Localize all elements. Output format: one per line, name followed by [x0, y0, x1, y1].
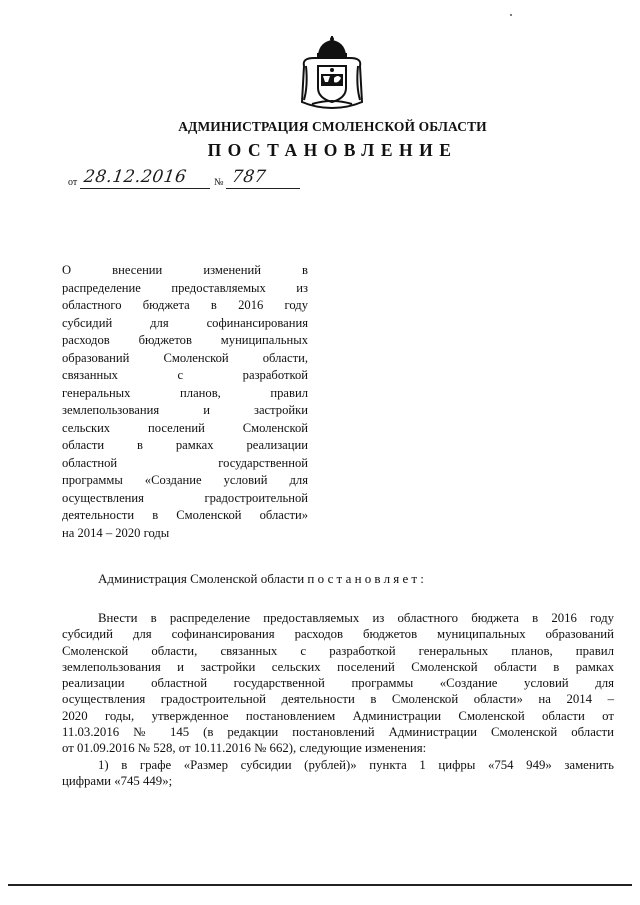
subject-line: землепользования и застройки: [62, 403, 308, 417]
body-line: 11.03.2016 № 145 (в редакции постановлений Администрации Смоленской области: [62, 725, 614, 740]
body-line: цифрами «745 449»;: [62, 773, 173, 788]
subject-line: связанных с разработкой: [62, 368, 308, 382]
body-line: 2020 годы, утвержденное постановлением Администрации Смоленской области от: [62, 708, 614, 723]
subject-line: сельских поселений Смоленской: [62, 420, 308, 435]
body-line: Внести в распределение предоставляемых из областного бюджета в 2016 году: [98, 611, 614, 625]
date-underline: [80, 188, 210, 189]
subject-line: на 2014 – 2020 годы: [62, 525, 170, 540]
date-number-row: [68, 168, 328, 190]
subject-line: субсидий для софинансирования: [62, 315, 308, 330]
subject-line: областной государственной: [62, 455, 308, 470]
scan-speck: [510, 14, 512, 16]
body-paragraph-1: [62, 610, 614, 757]
subject-line: О внесении изменений в: [62, 263, 308, 277]
subject-line: областного бюджета в 2016 году: [62, 298, 308, 312]
handwritten-date: 28.12.2016: [82, 167, 188, 187]
subject-line: расходов бюджетов муниципальных: [62, 333, 308, 347]
intro-decree-word: постановляет:: [307, 571, 428, 586]
number-prefix: №: [214, 177, 224, 188]
document-subject: [62, 262, 308, 542]
document-body: [62, 610, 614, 789]
subject-line: деятельности в Смоленской области»: [62, 508, 308, 522]
number-underline: [226, 188, 300, 189]
body-line: 1) в графе «Размер субсидии (рублей)» пункта 1 цифры «754 949» заменить: [98, 757, 614, 772]
subject-line: генеральных планов, правил: [62, 385, 308, 400]
organization-title: АДМИНИСТРАЦИЯ СМОЛЕНСКОЙ ОБЛАСТИ: [178, 119, 487, 134]
date-prefix: от: [68, 177, 78, 188]
body-line: от 01.09.2016 № 528, от 10.11.2016 № 662), следующие изменения:: [62, 741, 427, 756]
subject-line: области в рамках реализации: [62, 438, 308, 452]
document-type-title: ПОСТАНОВЛЕНИЕ: [207, 140, 458, 160]
page-bottom-rule: [8, 884, 632, 886]
body-line: Смоленской области, связанных с разработкой генеральных планов, правил: [62, 643, 614, 658]
subject-line: осуществления градостроительной: [62, 490, 308, 505]
body-line: реализации областной государственной программы «Создание условий для: [62, 676, 614, 691]
intro-text: Администрация Смоленской области: [98, 571, 308, 586]
body-line: землепользования и застройки сельских поселений Смоленской области в рамках: [62, 659, 614, 674]
subject-line: образований Смоленской области,: [62, 350, 308, 365]
coat-of-arms-emblem: [298, 36, 366, 110]
body-line: осуществления градостроительной деятельности в Смоленской области» на 2014 –: [62, 692, 614, 707]
body-line: субсидий для софинансирования расходов бюджетов муниципальных образований: [62, 627, 614, 642]
subject-line: распределение предоставляемых из: [62, 280, 308, 295]
handwritten-number: 787: [230, 167, 268, 187]
body-item-1: [62, 757, 614, 790]
subject-line: программы «Создание условий для: [62, 473, 308, 487]
resolution-intro: [98, 571, 427, 587]
